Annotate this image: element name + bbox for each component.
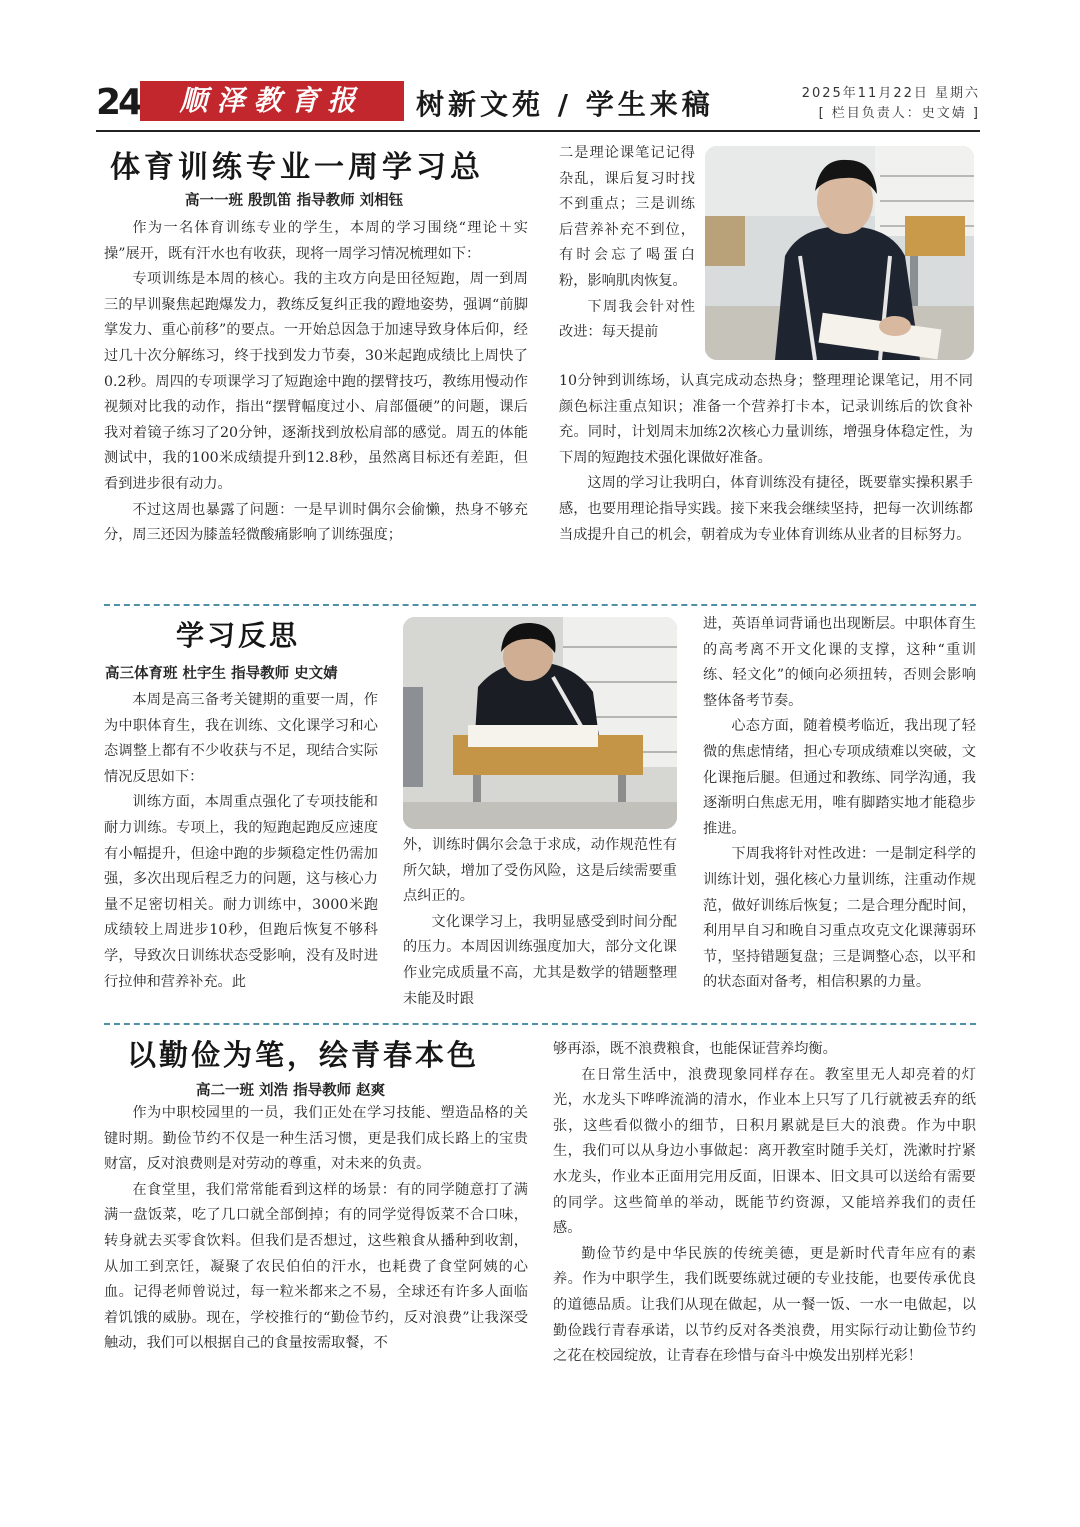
article1-paragraph: 下周我会针对性改进：每天提前 xyxy=(559,298,695,341)
article3-paragraph: 作为中职校园里的一员，我们正处在学习技能、塑造品格的关键时期。勤俭节约不仅是一种生活习惯，更是我们成长路上的宝贵财富，反对浪费则是对劳动的尊重，对未来的负责。 xyxy=(104,1105,528,1173)
article1-paragraph: 二是理论课笔记记得杂乱，课后复习时找不到重点；三是训练后营养补充不到位，有时会忘了喝蛋白粉，影响肌肉恢复。 xyxy=(559,145,695,289)
article1-paragraph: 10分钟到训练场，认真完成动态热身；整理理论课笔记，用不同颜色标注重点知识；准备一个营养打卡本，记录训练后的饮食补充。同时，计划周末加练2次核心力量训练，增强身体稳定性，为下周的短跑技术强化课做好准备。 xyxy=(559,373,973,466)
article3-title: 以勤俭为笔，绘青春本色 xyxy=(127,1038,480,1072)
article1-column-right-bottom xyxy=(559,369,973,548)
article3-paragraph: 在日常生活中，浪费现象同样存在。教室里无人却亮着的灯光，水龙头下哗哗流淌的清水，作业本上只写了几行就被丢弃的纸张，这些看似微小的细节，日积月累就是巨大的浪费。作为中职生，我们可以从身边小事做起：离开教室时随手关灯，洗漱时拧紧水龙头，作业本正面用完用反面，旧课本、旧文具可以送给有需要的同学。这些简单的举动，既能节约资源，又能培养我们的责任感。 xyxy=(553,1066,976,1237)
article2-paragraph: 本周是高三备考关键期的重要一周，作为中职体育生，我在训练、文化课学习和心态调整上都有不少收获与不足，现结合实际情况反思如下： xyxy=(104,692,378,785)
article2-paragraph: 下周我将针对性改进：一是制定科学的训练计划，强化核心力量训练，注重动作规范，做好训练后恢复；二是合理分配时间，利用早自习和晚自习重点攻克文化课薄弱环节，坚持错题复盘；三是调整心态，以平和的状态面对备考，相信积累的力量。 xyxy=(703,846,976,991)
article1-column-right-top xyxy=(559,141,695,346)
article2-paragraph: 进，英语单词背诵也出现断层。中职体育生的高考离不开文化课的支撑，这种“重训练、轻文化”的倾向必须扭转，否则会影响整体备考节奏。 xyxy=(703,616,976,709)
article3-column-left xyxy=(104,1101,528,1357)
article1-byline: 高一一班 殷凯笛 指导教师 刘相钰 xyxy=(185,193,404,209)
section-title: 树新文苑 / 学生来稿 xyxy=(416,88,714,121)
article3-byline: 高二一班 刘浩 指导教师 赵爽 xyxy=(196,1083,386,1099)
article3-paragraph: 在食堂里，我们常常能看到这样的场景：有的同学随意打了满满一盘饭菜，吃了几口就全部倒掉；有的同学觉得饭菜不合口味，转身就去买零食饮料。但我们是否想过，这些粮食从播种到收割，从加工到烹饪，凝聚了农民伯伯的汗水，也耗费了食堂阿姨的心血。记得老师曾说过，每一粒米都来之不易，全球还有许多人面临着饥饿的威胁。现在，学校推行的“勤俭节约，反对浪费”让我深受触动，我们可以根据自己的食量按需取餐，不 xyxy=(104,1181,528,1352)
article1-paragraph: 作为一名体育训练专业的学生，本周的学习围绕“理论＋实操”展开，既有汗水也有收获，现将一周学习情况梳理如下： xyxy=(104,220,528,262)
article1-title: 体育训练专业一周学习总 xyxy=(110,150,484,185)
column-editor: [ 栏目负责人：史文婧 ] xyxy=(818,106,980,121)
article1-paragraph: 不过这周也暴露了问题：一是早训时偶尔会偷懒，热身不够充分，周三还因为膝盖轻微酸痛影响了训练强度； xyxy=(104,501,528,544)
article-divider xyxy=(104,1023,976,1025)
article2-paragraph: 心态方面，随着模考临近，我出现了轻微的焦虑情绪，担心专项成绩难以突破，文化课拖后腿。但通过和教练、同学沟通，我逐渐明白焦虑无用，唯有脚踏实地才能稳步推进。 xyxy=(703,718,976,837)
article2-paragraph: 训练方面，本周重点强化了专项技能和耐力训练。专项上，我的短跑起跑反应速度有小幅提升，但途中跑的步频稳定性仍需加强，多次出现后程乏力的问题，这与核心力量不足密切相关。耐力训练中，3000米跑成绩较上周进步10秒，但跑后恢复不够科学，导致次日训练状态受影响，没有及时进行拉伸和营养补充。此 xyxy=(104,794,378,990)
article1-column-left xyxy=(104,216,528,549)
article3-paragraph: 够再添，既不浪费粮食，也能保证营养均衡。 xyxy=(553,1041,837,1057)
article2-title: 学习反思 xyxy=(176,619,301,652)
article2-paragraph: 外，训练时偶尔会急于求成，动作规范性有所欠缺，增加了受伤风险，这是后续需要重点纠正的。 xyxy=(403,837,677,905)
article2-column-left xyxy=(104,688,378,995)
article1-paragraph: 专项训练是本周的核心。我的主攻方向是田径短跑，周一到周三的早训聚焦起跑爆发力，教练反复纠正我的蹬地姿势，强调“前脚掌发力、重心前移”的要点。一开始总因急于加速导致身体后仰，经过几十次分解练习，终于找到发力节奏，30米起跑成绩比上周快了0.2秒。周四的专项课学习了短跑途中跑的摆臂技巧，教练用慢动作视频对比我的动作，指出“摆臂幅度过小、肩部僵硬”的问题，课后我对着镜子练习了20分钟，逐渐找到放松肩部的感觉。周五的体能测试中，我的100米成绩提升到12.8秒，虽然离目标还有差距，但看到进步很有动力。 xyxy=(104,271,528,492)
article3-paragraph: 勤俭节约是中华民族的传统美德，更是新时代青年应有的素养。作为中职学生，我们既要练就过硬的专业技能，也要传承优良的道德品质。让我们从现在做起，从一餐一饭、一水一电做起，以勤俭践行青春承诺，以节约反对各类浪费，用实际行动让勤俭节约之花在校园绽放，让青春在珍惜与奋斗中焕发出别样光彩！ xyxy=(553,1245,976,1365)
page-number: 24 xyxy=(96,82,141,123)
article3-column-right xyxy=(553,1037,976,1370)
article1-paragraph: 这周的学习让我明白，体育训练没有捷径，既要靠实操积累手感，也要用理论指导实践。接下来我会继续坚持，把每一次训练都当成提升自己的机会，朝着成为专业体育训练从业者的目标努力。 xyxy=(559,475,973,543)
article2-column-right xyxy=(703,612,976,996)
masthead-divider xyxy=(96,130,980,132)
article2-byline: 高三体育班 杜宇生 指导教师 史文婧 xyxy=(105,666,338,682)
student-reading-photo xyxy=(705,146,974,360)
article-divider xyxy=(104,604,976,606)
article2-column-middle xyxy=(403,833,677,1012)
newspaper-logo: 顺泽教育报 xyxy=(140,81,404,121)
article2-paragraph: 文化课学习上，我明显感受到时间分配的压力。本周因训练强度加大，部分文化课作业完成质量不高，尤其是数学的错题整理未能及时跟 xyxy=(403,913,677,1007)
student-writing-photo xyxy=(403,617,677,829)
masthead xyxy=(96,78,980,128)
issue-date: 2025年11月22日 星期六 xyxy=(801,86,980,101)
